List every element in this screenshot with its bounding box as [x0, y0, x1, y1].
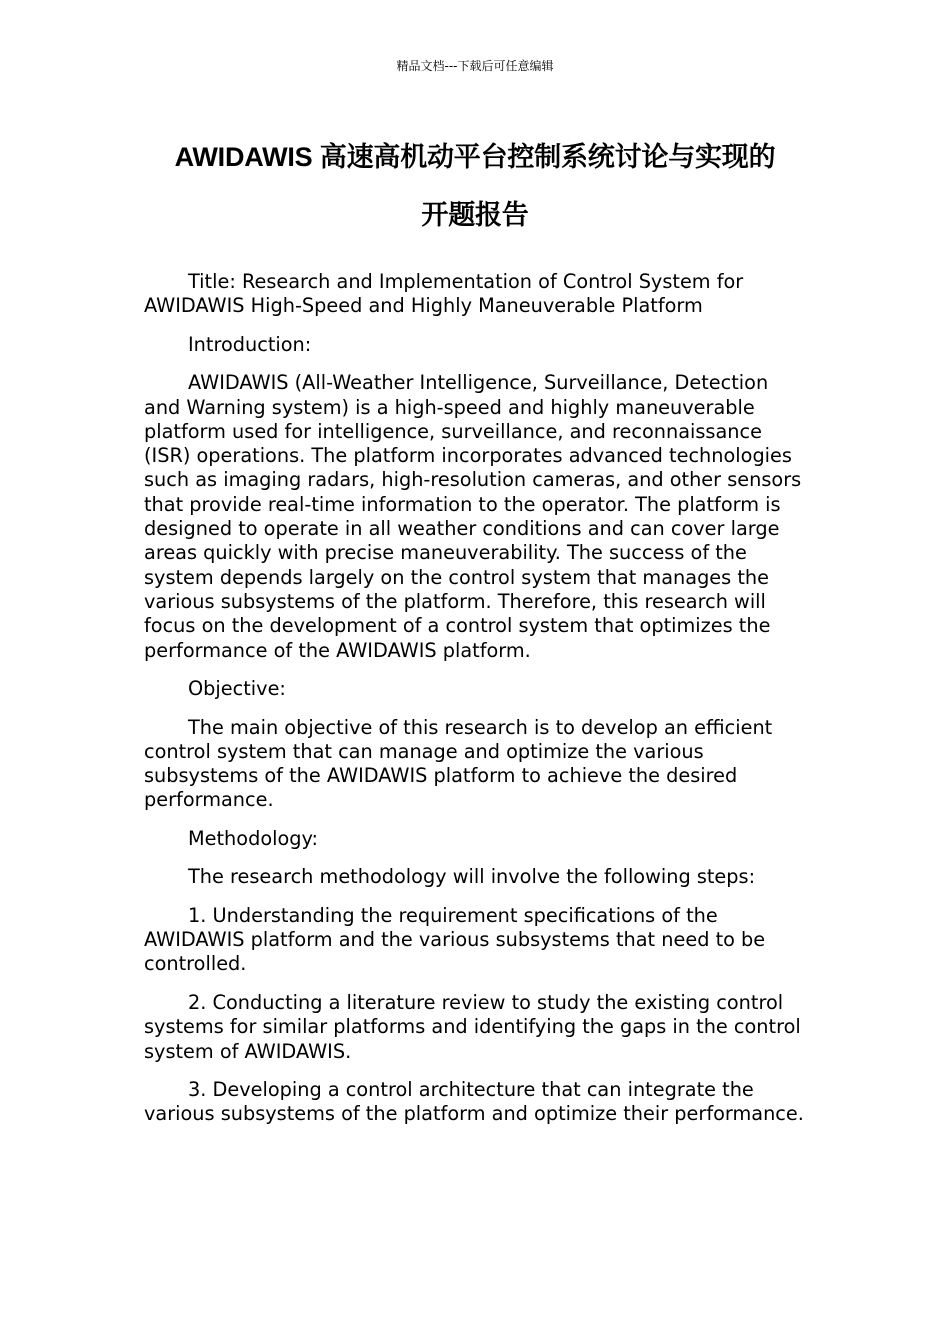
heading-objective: Objective: [188, 677, 286, 701]
methodology-step-1: 1. Understanding the requirement specifications of the AWIDAWIS platform and the various subsystems that need to be controlled. [144, 903, 766, 976]
heading-introduction: Introduction: [188, 332, 312, 356]
heading-methodology: Methodology: [188, 826, 319, 850]
title-line-2: 开题报告 [421, 200, 529, 230]
header-note: 精品文档---下载后可任意编辑 [396, 59, 554, 73]
methodology-step-2: 2. Conducting a literature review to study the existing control systems for similar platforms and identifying the gaps in the control system of AWIDAWIS. [144, 990, 801, 1063]
document-body [144, 270, 809, 1141]
paragraph-methodology-intro: The research methodology will involve the following steps: [188, 865, 756, 889]
document-title [120, 128, 830, 244]
title-line-1: AWIDAWIS 高速高机动平台控制系统讨论与实现的 [174, 142, 776, 172]
paragraph-objective: The main objective of this research is to develop an efficient control system that can manage and optimize the various subsystems of the AWIDAWIS platform to achieve the desired performance. [144, 715, 773, 812]
paragraph-introduction: AWIDAWIS (All-Weather Intelligence, Surveillance, Detection and Warning system) is a high-speed and highly maneuverable platform used for intelligence, surveillance, and reconnaissance (ISR) operations. The platform incorporates advanced technologies such as imaging radars, high-resolution cameras, and other sensors that provide real-time information to the operator. The platform is designed to operate in all weather conditions and can cover large areas quickly with precise maneuverability. The success of the system depends largely on the control system that manages the various subsystems of the platform. Therefore, this research will focus on the development of a control system that optimizes the performance of the AWIDAWIS platform. [144, 371, 802, 662]
paragraph-title: Title: Research and Implementation of Control System for AWIDAWIS High-Speed and Highly Maneuverable Platform [144, 270, 744, 318]
methodology-step-3: 3. Developing a control architecture that can integrate the various subsystems of the platform and optimize their performance. [144, 1078, 804, 1126]
